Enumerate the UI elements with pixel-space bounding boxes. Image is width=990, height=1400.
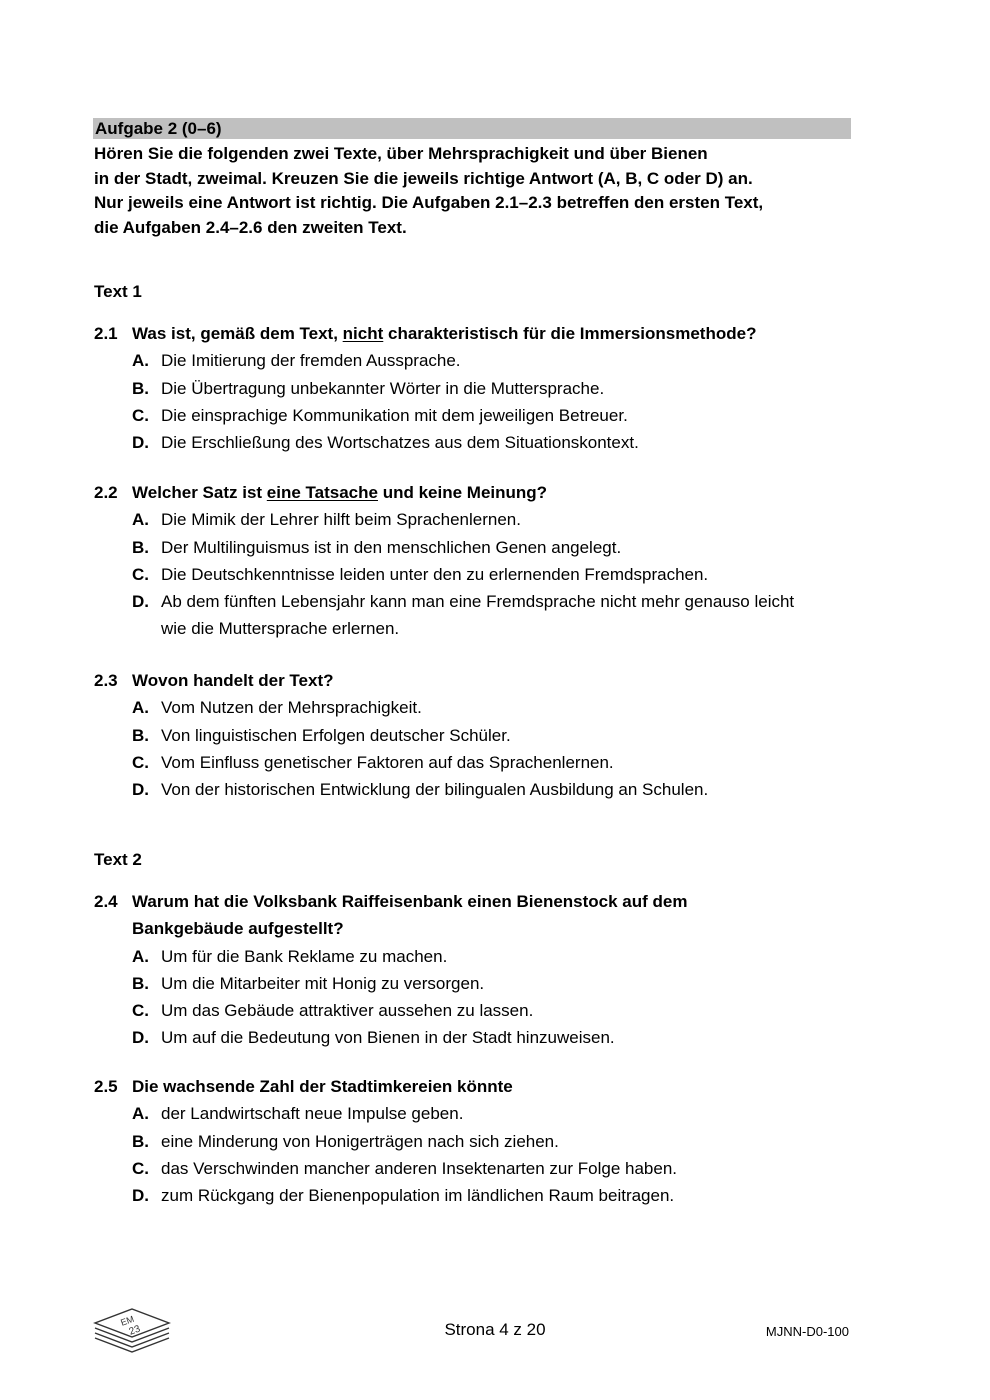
- option-a[interactable]: A. der Landwirtschaft neue Impulse geben.: [132, 1104, 464, 1124]
- task-header: Aufgabe 2 (0–6): [93, 118, 851, 139]
- question-number: 2.5: [94, 1077, 118, 1096]
- option-d[interactable]: D. zum Rückgang der Bienenpopulation im ländlichen Raum beitragen.: [132, 1186, 675, 1206]
- question-text: Die wachsende Zahl der Stadtimkereien könnte: [132, 1077, 513, 1096]
- underlined-word: nicht: [342, 324, 384, 343]
- option-c[interactable]: C. Die Deutschkenntnisse leiden unter den zu erlernenden Fremdsprachen.: [132, 564, 709, 584]
- question-text: Was ist, gemäß dem Text, nicht charakteristisch für die Immersionsmethode?: [132, 324, 757, 343]
- option-b[interactable]: B. Der Multilinguismus ist in den menschlichen Genen angelegt.: [132, 537, 622, 557]
- option-a[interactable]: A. Vom Nutzen der Mehrsprachigkeit.: [132, 698, 422, 718]
- instruction-line: Nur jeweils eine Antwort ist richtig. Die Aufgaben 2.1–2.3 betreffen den ersten Text,: [94, 193, 764, 212]
- option-d[interactable]: D. Von der historischen Entwicklung der bilingualen Ausbildung an Schulen.: [132, 780, 709, 800]
- option-c[interactable]: C. Vom Einfluss genetischer Faktoren auf das Sprachenlernen.: [132, 752, 614, 772]
- option-d[interactable]: D. Die Erschließung des Wortschatzes aus dem Situationskontext.: [132, 433, 639, 453]
- question-2-3: [94, 667, 864, 803]
- page-number: Strona 4 z 20: [444, 1320, 546, 1339]
- question-text: Warum hat die Volksbank Raiffeisenbank einen Bienenstock auf dem: [132, 892, 688, 911]
- option-d-continued: wie die Muttersprache erlernen.: [161, 619, 400, 639]
- option-d[interactable]: D. Um auf die Bedeutung von Bienen in der Stadt hinzuweisen.: [132, 1028, 615, 1048]
- option-d[interactable]: D. Ab dem fünften Lebensjahr kann man eine Fremdsprache nicht mehr genauso leicht: [132, 592, 795, 612]
- instruction-line: in der Stadt, zweimal. Kreuzen Sie die jeweils richtige Antwort (A, B, C oder D) an.: [94, 168, 753, 188]
- svg-text:23: 23: [127, 1323, 142, 1338]
- svg-text:EM: EM: [119, 1313, 136, 1328]
- option-a[interactable]: A. Die Mimik der Lehrer hilft beim Sprachenlernen.: [132, 510, 521, 530]
- option-b[interactable]: B. Von linguistischen Erfolgen deutscher Schüler.: [132, 725, 511, 745]
- option-c[interactable]: C. Die einsprachige Kommunikation mit dem jeweiligen Betreuer.: [132, 405, 628, 425]
- question-2-4: [94, 888, 864, 1052]
- question-number: 2.1: [94, 324, 118, 343]
- question-number: 2.3: [94, 671, 118, 690]
- instruction-line: die Aufgaben 2.4–2.6 den zweiten Text.: [94, 217, 407, 237]
- exam-code: MJNN-D0-100: [765, 1324, 849, 1339]
- task-instructions: [94, 142, 854, 240]
- question-text: Wovon handelt der Text?: [132, 671, 334, 690]
- option-a[interactable]: A. Um für die Bank Reklame zu machen.: [132, 946, 448, 966]
- option-b[interactable]: B. Um die Mitarbeiter mit Honig zu versorgen.: [132, 973, 485, 993]
- option-a[interactable]: A. Die Imitierung der fremden Aussprache.: [132, 351, 461, 371]
- question-number: 2.2: [94, 483, 118, 502]
- question-2-1: [94, 320, 864, 456]
- question-text: Welcher Satz ist eine Tatsache und keine Meinung?: [132, 483, 548, 502]
- text2-heading: Text 2: [94, 850, 142, 869]
- option-c[interactable]: C. das Verschwinden mancher anderen Insektenarten zur Folge haben.: [132, 1158, 677, 1178]
- text1-heading: Text 1: [94, 282, 142, 301]
- question-2-2: [94, 479, 864, 643]
- question-number: 2.4: [94, 892, 118, 911]
- question-2-5: [94, 1073, 864, 1209]
- option-b[interactable]: B. eine Minderung von Honigerträgen nach sich ziehen.: [132, 1131, 559, 1151]
- question-text-continued: Bankgebäude aufgestellt?: [132, 919, 344, 939]
- underlined-phrase: eine Tatsache: [266, 483, 378, 502]
- option-c[interactable]: C. Um das Gebäude attraktiver aussehen zu lassen.: [132, 1001, 534, 1021]
- option-b[interactable]: B. Die Übertragung unbekannter Wörter in die Muttersprache.: [132, 378, 605, 398]
- instruction-line: Hören Sie die folgenden zwei Texte, über Mehrsprachigkeit und über Bienen: [94, 144, 708, 163]
